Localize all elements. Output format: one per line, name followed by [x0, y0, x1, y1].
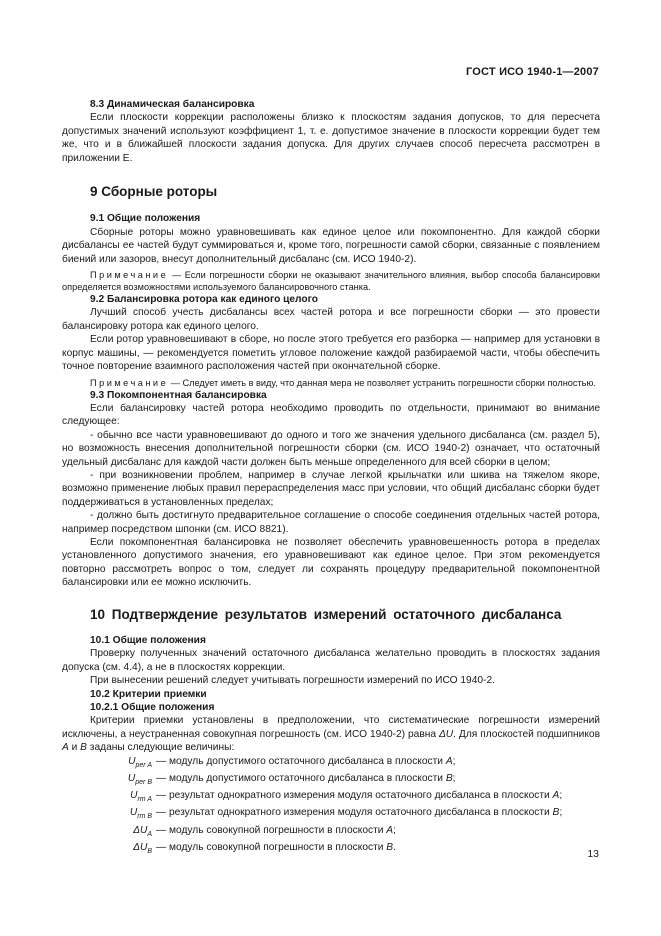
section-9-1-note: [62, 269, 600, 293]
section-9-3-text-1: Если балансировку частей ротора необходимо проводить по отдельности, принимают во внимание следующее:: [62, 402, 600, 428]
note-label: Примечание: [90, 270, 169, 281]
variable-row: [90, 755, 600, 772]
section-10-2-1-text: [62, 714, 600, 754]
variable-symbol: $U_{rm A}$: [130, 790, 152, 804]
section-10-1-text-1: Проверку полученных значений остаточного дисбаланса желательно проводить в плоскостях задания допуска (см. 4.4), а не в плоскостях коррекции.: [62, 648, 600, 673]
note-text: — Следует иметь в виду, что данная мера не позволяет устранить погрешности сборки полностью.: [168, 377, 596, 388]
section-10-1-title: 10.1 Общие положения: [90, 635, 206, 646]
variable-row: [90, 789, 600, 806]
page-number: 13: [587, 848, 599, 860]
variable-desc: — модуль допустимого остаточного дисбаланса в плоскости В;: [156, 772, 456, 784]
variable-symbol: $\Delta U_B$: [133, 841, 152, 855]
note-label: Примечание: [90, 377, 169, 388]
text-part: заданы следующие величины:: [86, 742, 235, 754]
section-9-1-title: 9.1 Общие положения: [90, 213, 201, 225]
variable-symbol: $U_{per A}$: [128, 755, 152, 769]
section-9-3-item-2: - при возникновении проблем, например в случае легкой крыльчатки или шкива на тяжелом якоре, возможно применение любых правил перераспределения масс при условии, что общий дисбаланс сборки будет поддерживаться в установленных пределах;: [62, 469, 600, 508]
section-9-3-title: 9.3 Покомпонентная балансировка: [90, 389, 267, 401]
variable-desc: — модуль совокупной погрешности в плоскости В.: [156, 841, 396, 853]
plane-b: В: [80, 742, 87, 754]
section-9-1-text: Сборные роторы можно уравновешивать как единое целое или покомпонентно. Для каждой сборки дисбалансы ее частей будут суммироваться и, кроме того, погрешности самой сборки, связанные с появлением биений или зазоров, внесут дополнительный дисбаланс (см. ИСО 1940-2).: [62, 226, 600, 265]
section-9-3-text-2: Если покомпонентная балансировка не позволяет обеспечить уравновешенность ротора в пределах установленного допустимого значения, его уравновешивают как единое целое. При этом рекомендуется повторно рассмотреть вопрос о том, следует ли сохранять процедуру предварительной покомпонентной балансировки или ее можно исключить.: [62, 536, 600, 589]
variable-row: [90, 841, 600, 858]
text-part: и: [68, 742, 81, 754]
variable-list: [62, 755, 600, 858]
variable-symbol: $\Delta U_A$: [133, 824, 152, 838]
section-9-title: 9 Сборные роторы: [90, 184, 218, 200]
variable-row: [90, 772, 600, 789]
section-9-2-text-1: Лучший способ учесть дисбалансы всех частей ротора и все погрешности сборки — это провести балансировку ротора как единого целого.: [62, 307, 600, 332]
section-10-2-1-title: 10.2.1 Общие положения: [90, 702, 215, 714]
variable-row: [90, 824, 600, 841]
variable-symbol: $U_{per B}$: [127, 772, 152, 786]
section-9-2-text-2: Если ротор уравновешивают в сборе, но после этого требуется его разборка — например для установки в корпус машины, — рекомендуется пометить угловое положение каждой разбираемой части, чтобы обеспечить точное повторение взаимного расположения частей при окончательной сборке.: [62, 334, 600, 373]
section-10-1-text-2: При вынесении решений следует учитывать погрешности измерений по ИСО 1940-2.: [90, 675, 495, 687]
variable-row: [90, 806, 600, 823]
section-8-3-text: Если плоскости коррекции расположены близко к плоскостям задания допусков, то для пересчета допустимых значений используют коэффициент 1, т. е. допустимое значение в плоскости коррекции будет тем же, что и в ближайшей плоскости задания допуска. Для других случаев способ пересчета рассмотрен в приложении Е.: [62, 112, 600, 164]
document-body: [62, 98, 600, 858]
variable-desc: — результат однократного измерения модуля остаточного дисбаланса в плоскости А;: [156, 790, 563, 802]
section-8-3-title: 8.3 Динамическая балансировка: [90, 99, 255, 110]
section-9-2-title: 9.2 Балансировка ротора как единого целого: [90, 294, 318, 306]
variable-desc: — модуль совокупной погрешности в плоскости А;: [156, 824, 396, 836]
section-9-2-note: [62, 377, 600, 389]
variable-desc: — результат однократного измерения модуля остаточного дисбаланса в плоскости В;: [156, 807, 563, 819]
plane-a: А: [62, 742, 69, 754]
note-text: — Если погрешности сборки не оказывают значительного влияния, выбор способа балансировки определяется возможностями используемого балансировочного станка.: [62, 270, 600, 293]
variable-symbol: $U_{rm B}$: [129, 807, 152, 821]
text-part: Критерии приемки установлены в предположении, что систематические погрешности измерений исключены, а неустраненная совокупная погрешность (см. ИСО 1940-2) равна: [62, 715, 600, 740]
section-10-title: 10 Подтверждение результатов измерений остаточного дисбаланса: [90, 606, 562, 622]
section-9-3-item-3: - должно быть достигнуто предварительное соглашение о способе соединения отдельных частей ротора, например посредством шпонки (см. ИСО 8821).: [62, 510, 600, 535]
delta-u-symbol: ΔU: [438, 728, 454, 740]
variable-desc: — модуль допустимого остаточного дисбаланса в плоскости А;: [156, 755, 456, 767]
text-part: . Для плоскостей подшипников: [453, 728, 600, 740]
document-header: ГОСТ ИСО 1940-1—2007: [465, 66, 599, 78]
section-9-3-item-1: - обычно все части уравновешивают до одного и того же значения удельного дисбаланса (см. раздел 5), но возможность внесения дополнительной погрешности сборки (см. ИСО 1940-2) означает, что остаточный удельный дисбаланс для каждой части должен быть меньше определенного для всей сборки в целом;: [62, 429, 600, 468]
section-10-2-title: 10.2 Критерии приемки: [90, 688, 207, 700]
